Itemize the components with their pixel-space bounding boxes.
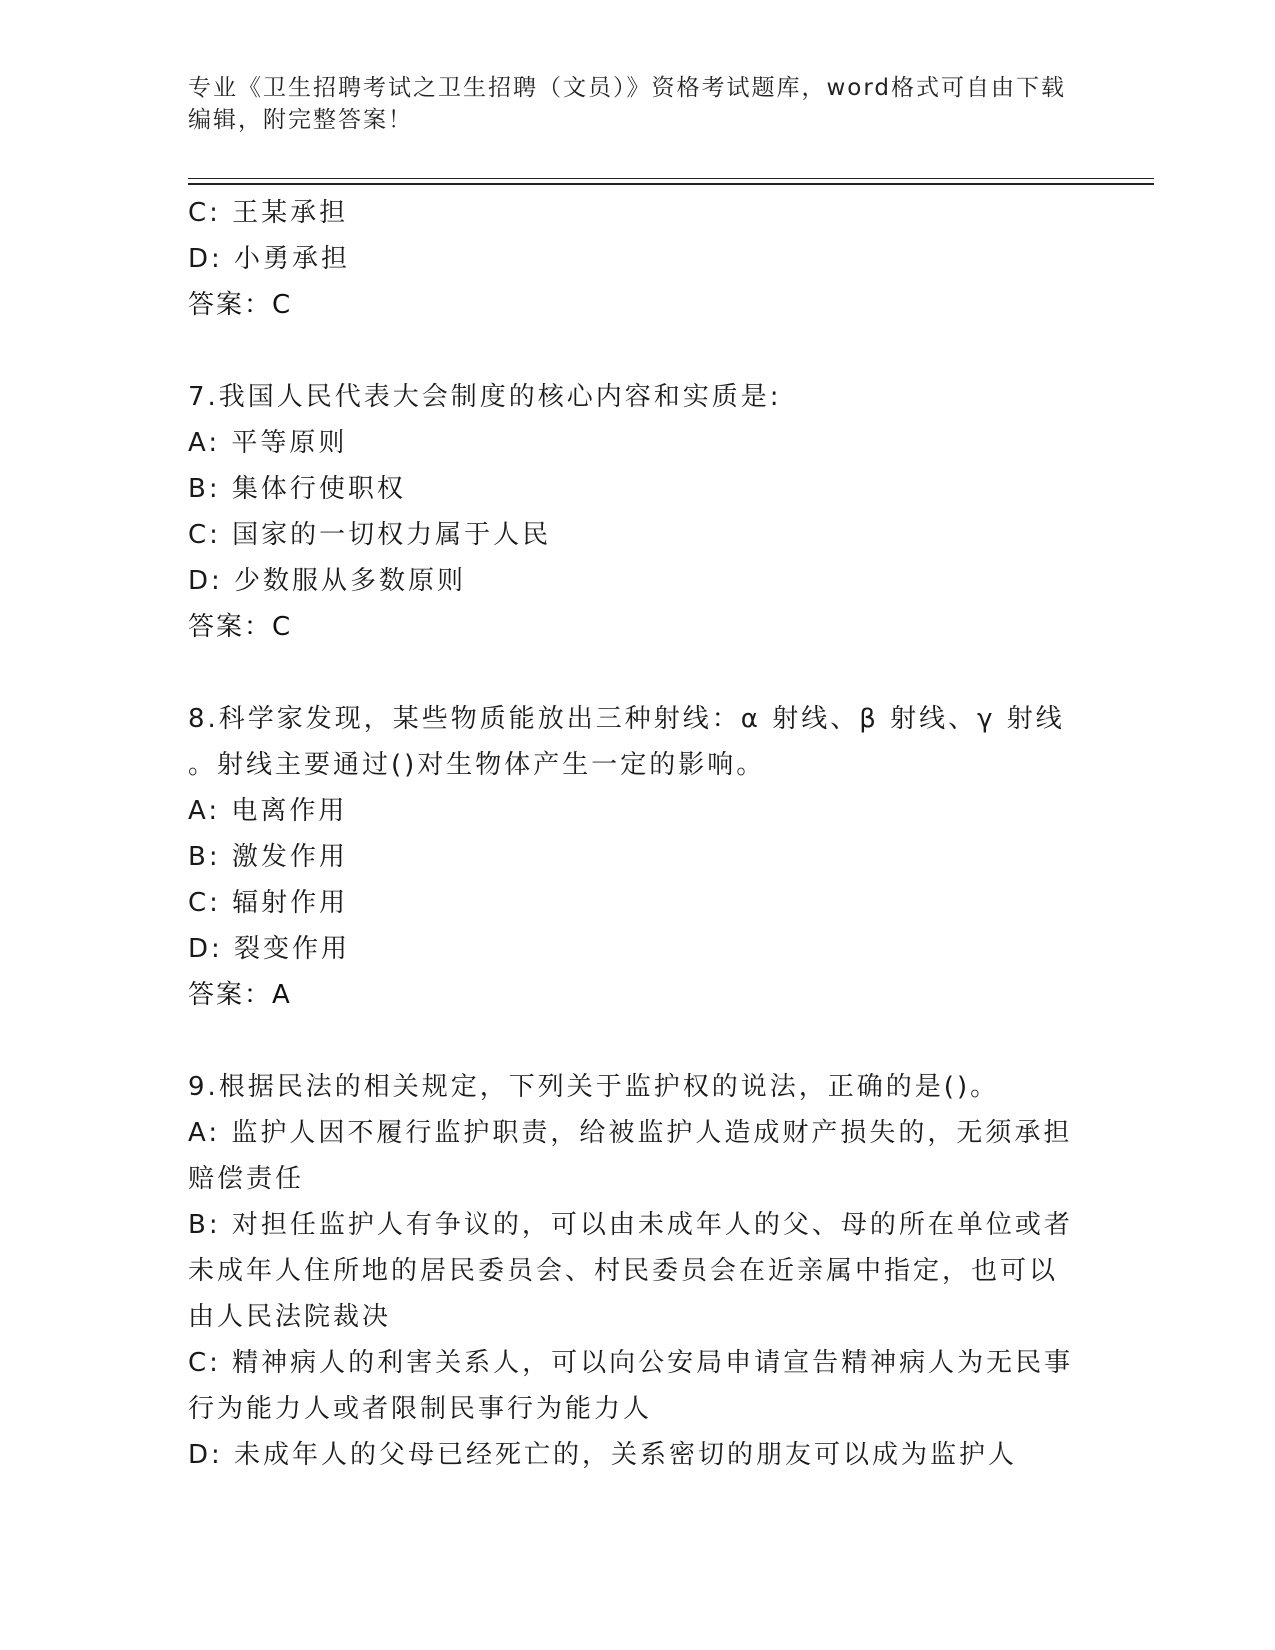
question-8 bbox=[188, 696, 1088, 1018]
option-a: A: 平等原则 bbox=[188, 428, 348, 458]
option-a-line-2: 赔偿责任 bbox=[188, 1164, 305, 1194]
option-a-line-1: A: 监护人因不履行监护职责，给被监护人造成财产损失的，无须承担 bbox=[188, 1118, 1073, 1148]
question-7 bbox=[188, 374, 1088, 650]
question-list bbox=[188, 190, 1088, 1478]
option-d-line-1: D: 未成年人的父母已经死亡的，关系密切的朋友可以成为监护人 bbox=[188, 1440, 1018, 1470]
option-b: B: 激发作用 bbox=[188, 842, 348, 872]
option-b-line-2: 未成年人住所地的居民委员会、村民委员会在近亲属中指定，也可以 bbox=[188, 1256, 1059, 1286]
header-line-2: 编辑，附完整答案！ bbox=[188, 107, 413, 133]
option-b bbox=[188, 1202, 1088, 1340]
option-d: D: 裂变作用 bbox=[188, 934, 351, 964]
option-b: B: 集体行使职权 bbox=[188, 474, 406, 504]
option-a bbox=[188, 1110, 1088, 1202]
option-b-line-1: B: 对担任监护人有争议的，可以由未成年人的父、母的所在单位或者 bbox=[188, 1210, 1073, 1240]
question-9 bbox=[188, 1064, 1088, 1478]
document-header bbox=[188, 72, 1068, 136]
option-d: D: 小勇承担 bbox=[188, 244, 351, 274]
header-rule-thick bbox=[188, 183, 1154, 185]
header-rule-thin bbox=[188, 178, 1154, 179]
option-c bbox=[188, 1340, 1088, 1432]
option-b-line-3: 由人民法院裁决 bbox=[188, 1302, 392, 1332]
option-c: C: 国家的一切权力属于人民 bbox=[188, 520, 552, 550]
question-stem: 9.根据民法的相关规定，下列关于监护权的说法，正确的是()。 bbox=[188, 1072, 1000, 1102]
option-d bbox=[188, 1432, 1088, 1478]
header-line-1: 专业《卫生招聘考试之卫生招聘（文员）》资格考试题库，word格式可自由下载 bbox=[188, 75, 1067, 101]
answer-label: 答案：C bbox=[188, 612, 293, 642]
question-stem: 7.我国人民代表大会制度的核心内容和实质是: bbox=[188, 382, 782, 412]
answer-label: 答案：C bbox=[188, 290, 293, 320]
option-c-line-2: 行为能力人或者限制民事行为能力人 bbox=[188, 1394, 653, 1424]
option-a: A: 电离作用 bbox=[188, 796, 348, 826]
answer-label: 答案：A bbox=[188, 980, 292, 1010]
option-c-line-1: C: 精神病人的利害关系人，可以向公安局申请宣告精神病人为无民事 bbox=[188, 1348, 1074, 1378]
option-d: D: 少数服从多数原则 bbox=[188, 566, 467, 596]
question-stem-line-2: 。射线主要通过()对生物体产生一定的影响。 bbox=[188, 750, 766, 780]
question-6-continuation bbox=[188, 190, 1088, 328]
question-stem-line-1: 8.科学家发现，某些物质能放出三种射线：α 射线、β 射线、γ 射线 bbox=[188, 704, 1065, 734]
option-c: C: 王某承担 bbox=[188, 198, 349, 228]
option-c: C: 辐射作用 bbox=[188, 888, 349, 918]
